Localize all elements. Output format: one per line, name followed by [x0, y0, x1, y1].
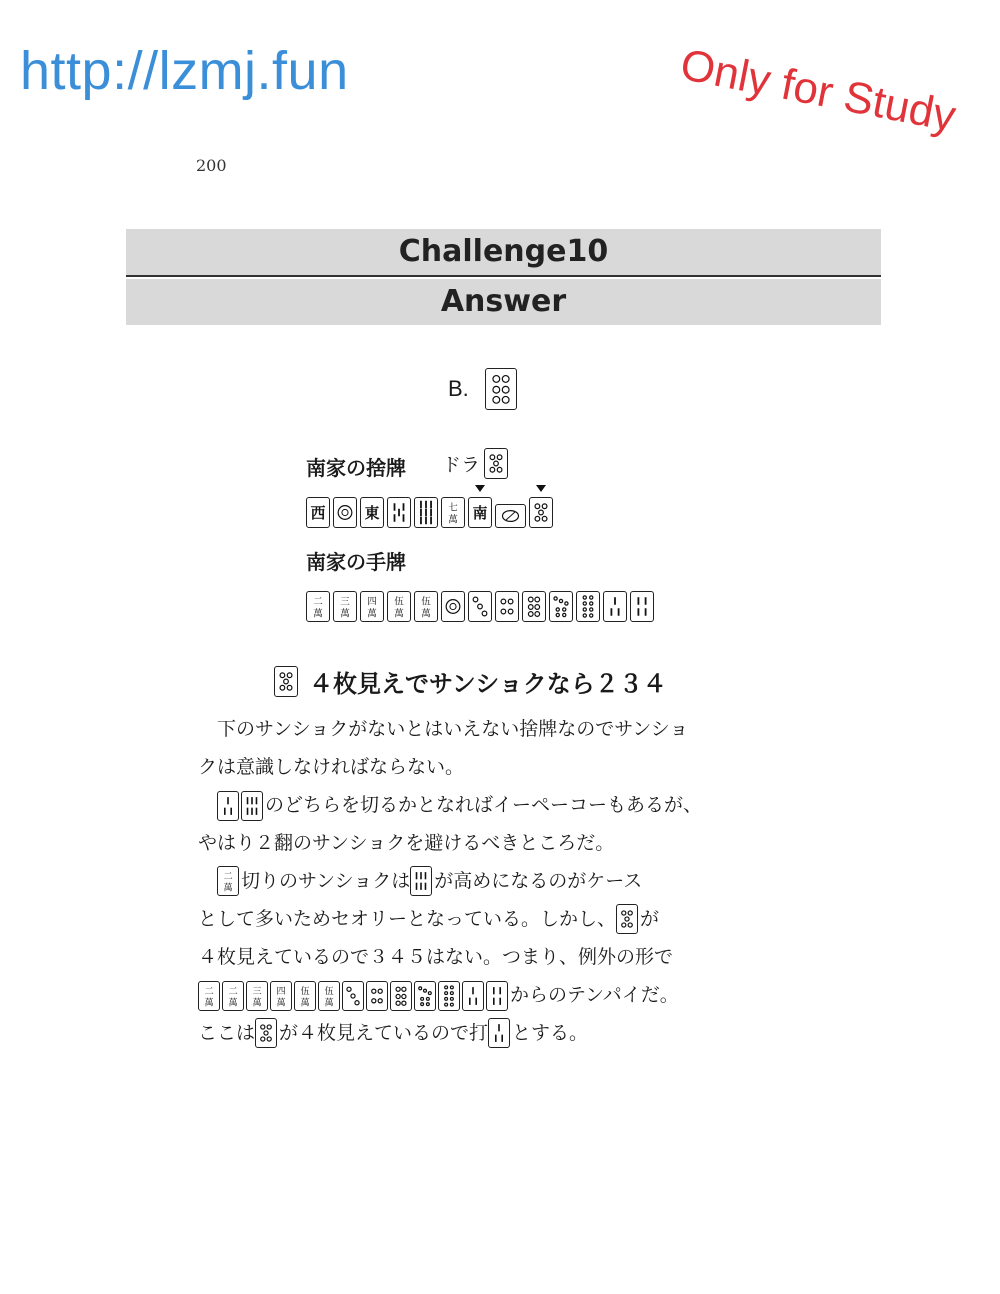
body-text: 切りのサンショクは — [241, 870, 411, 892]
hand-label: 南家の手牌 — [306, 550, 406, 574]
hand-tile — [333, 591, 357, 622]
discard-tile — [495, 504, 526, 528]
body-text: が４枚見えているので打 — [279, 1022, 489, 1044]
body-text: クは意識しなければならない。 — [198, 756, 465, 778]
dora-label: ドラ — [442, 454, 481, 476]
inline-tile — [486, 981, 508, 1011]
explanation-body — [198, 710, 788, 1052]
marker-arrow-icon — [475, 485, 485, 492]
svg-text:萬: 萬 — [324, 998, 334, 1008]
inline-tile — [222, 981, 244, 1011]
marker-arrow-icon — [536, 485, 546, 492]
inline-tile — [255, 1018, 277, 1048]
svg-text:二: 二 — [228, 987, 238, 998]
svg-text:萬: 萬 — [252, 998, 262, 1008]
hand-tile — [576, 591, 600, 622]
svg-text:萬: 萬 — [394, 608, 404, 619]
body-line — [198, 900, 788, 938]
inline-tile — [342, 981, 364, 1011]
svg-text:萬: 萬 — [448, 514, 458, 525]
discard-tile — [468, 497, 492, 528]
svg-text:萬: 萬 — [367, 608, 377, 619]
inline-tile — [438, 981, 460, 1011]
inline-tile — [410, 866, 432, 896]
discard-tile — [360, 497, 384, 528]
hand-tile — [603, 591, 627, 622]
svg-text:伍: 伍 — [421, 596, 431, 608]
body-text: 下のサンショクがないとはいえない捨牌なのでサンショ — [217, 718, 689, 740]
inline-tile — [198, 981, 220, 1011]
svg-text:萬: 萬 — [313, 608, 323, 619]
body-line — [198, 748, 788, 786]
svg-text:萬: 萬 — [276, 998, 286, 1008]
inline-tile — [390, 981, 412, 1011]
svg-text:伍: 伍 — [300, 987, 310, 998]
hand-tile — [360, 591, 384, 622]
body-text: のどちらを切るかとなればイーペーコーもあるが、 — [265, 794, 703, 816]
svg-text:萬: 萬 — [340, 608, 350, 619]
page-number: 200 — [196, 156, 227, 175]
heading-text: ４枚見えでサンショクなら２３４ — [309, 670, 667, 698]
inline-tile — [246, 981, 268, 1011]
inline-tile — [217, 866, 239, 896]
svg-text:萬: 萬 — [223, 883, 233, 893]
svg-text:四: 四 — [367, 596, 377, 608]
discard-tile — [306, 497, 330, 528]
body-text: やはり２翻のサンショクを避けるべきところだ。 — [198, 832, 615, 854]
inline-tile — [294, 981, 316, 1011]
body-text: ここは — [198, 1022, 256, 1044]
svg-text:萬: 萬 — [421, 608, 431, 619]
watermark-note: Only for Study — [676, 40, 960, 142]
inline-tile — [414, 981, 436, 1011]
svg-text:萬: 萬 — [300, 998, 310, 1008]
inline-tile — [217, 791, 239, 821]
heading-tile — [274, 666, 298, 697]
body-text: とする。 — [512, 1022, 589, 1044]
inline-tile — [270, 981, 292, 1011]
body-line — [198, 824, 788, 862]
body-text: が高めになるのがケース — [434, 870, 643, 892]
hand-tile — [387, 591, 411, 622]
svg-text:東: 東 — [364, 505, 380, 522]
discard-tile — [387, 497, 411, 528]
svg-text:二: 二 — [204, 987, 214, 998]
hand-tile — [468, 591, 492, 622]
answer-tile — [485, 368, 517, 410]
hand-tile — [414, 591, 438, 622]
watermark-url: http://lzmj.fun — [20, 41, 349, 101]
body-line — [198, 1014, 788, 1052]
hand-tile — [306, 591, 330, 622]
hand-tile — [522, 591, 546, 622]
svg-text:四: 四 — [276, 987, 286, 998]
body-line — [198, 976, 788, 1014]
inline-tile — [462, 981, 484, 1011]
body-text: ４枚見えているので３４５はない。つまり、例外の形で — [198, 946, 674, 968]
discard-row — [306, 497, 556, 528]
svg-text:萬: 萬 — [204, 998, 214, 1008]
svg-text:七: 七 — [448, 502, 458, 514]
hand-tile — [549, 591, 573, 622]
answer-choice — [448, 368, 520, 410]
inline-tile — [318, 981, 340, 1011]
svg-text:三: 三 — [340, 596, 350, 608]
inline-tile — [241, 791, 263, 821]
hand-tile — [495, 591, 519, 622]
body-text: が — [640, 908, 660, 930]
svg-text:二: 二 — [223, 872, 233, 883]
body-line — [198, 786, 788, 824]
svg-text:西: 西 — [310, 505, 326, 522]
body-text: からのテンパイだ。 — [510, 984, 679, 1006]
answer-label: B. — [448, 376, 469, 401]
inline-tile — [616, 904, 638, 934]
dora-tile — [484, 448, 508, 479]
body-text: として多いためセオリーとなっている。しかし、 — [198, 908, 617, 930]
body-line — [198, 938, 788, 976]
svg-text:南: 南 — [472, 505, 488, 522]
body-line — [198, 710, 788, 748]
inline-tile — [366, 981, 388, 1011]
inline-tile — [488, 1018, 510, 1048]
answer-heading — [274, 664, 667, 699]
challenge-title: Challenge10 — [126, 229, 881, 277]
svg-text:萬: 萬 — [228, 998, 238, 1008]
discard-tile — [333, 497, 357, 528]
discards-label: 南家の捨牌 — [306, 456, 406, 480]
hand-row — [306, 591, 657, 622]
svg-text:三: 三 — [252, 987, 262, 998]
body-line — [198, 862, 788, 900]
hand-tile — [441, 591, 465, 622]
svg-text:伍: 伍 — [394, 596, 404, 608]
answer-subtitle: Answer — [126, 279, 881, 325]
discard-tile — [414, 497, 438, 528]
discard-tile — [529, 497, 553, 528]
svg-text:二: 二 — [313, 596, 323, 608]
discard-tile — [441, 497, 465, 528]
dora-indicator — [442, 448, 511, 479]
hand-tile — [630, 591, 654, 622]
svg-text:伍: 伍 — [324, 987, 334, 998]
